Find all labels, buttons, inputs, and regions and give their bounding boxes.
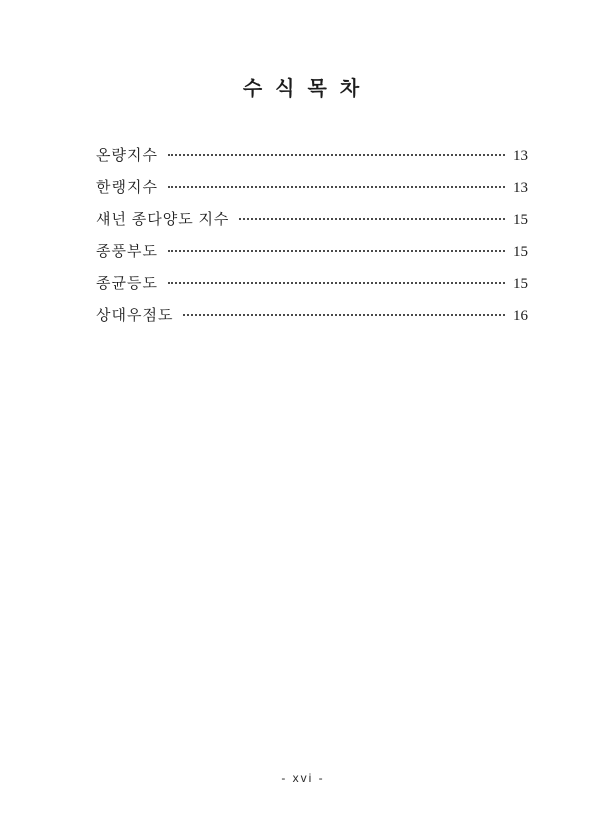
dotted-leader [183,314,505,316]
toc-list [96,147,528,325]
toc-entry [96,243,528,261]
dotted-leader [168,250,505,252]
toc-entry-page: 15 [513,276,528,292]
page-title: 수 식 목 차 [242,78,364,100]
toc-entry-page: 16 [513,308,528,324]
toc-entry [96,147,528,165]
toc-entry-label: 섀넌 종다양도 지수 [96,212,230,228]
toc-entry [96,307,528,325]
page-number-footer: - xvi - [281,771,325,785]
toc-entry-label: 한랭지수 [96,180,158,196]
toc-entry-label: 온량지수 [96,148,158,164]
toc-entry-label: 종풍부도 [96,244,158,260]
dotted-leader [239,218,505,220]
toc-entry [96,211,528,229]
dotted-leader [168,282,505,284]
dotted-leader [168,154,505,156]
dotted-leader [168,186,505,188]
toc-entry [96,275,528,293]
toc-entry-page: 13 [513,180,528,196]
toc-entry [96,179,528,197]
toc-entry-label: 상대우점도 [96,308,174,324]
toc-entry-page: 15 [513,244,528,260]
toc-entry-page: 13 [513,148,528,164]
toc-entry-label: 종균등도 [96,276,158,292]
toc-entry-page: 15 [513,212,528,228]
